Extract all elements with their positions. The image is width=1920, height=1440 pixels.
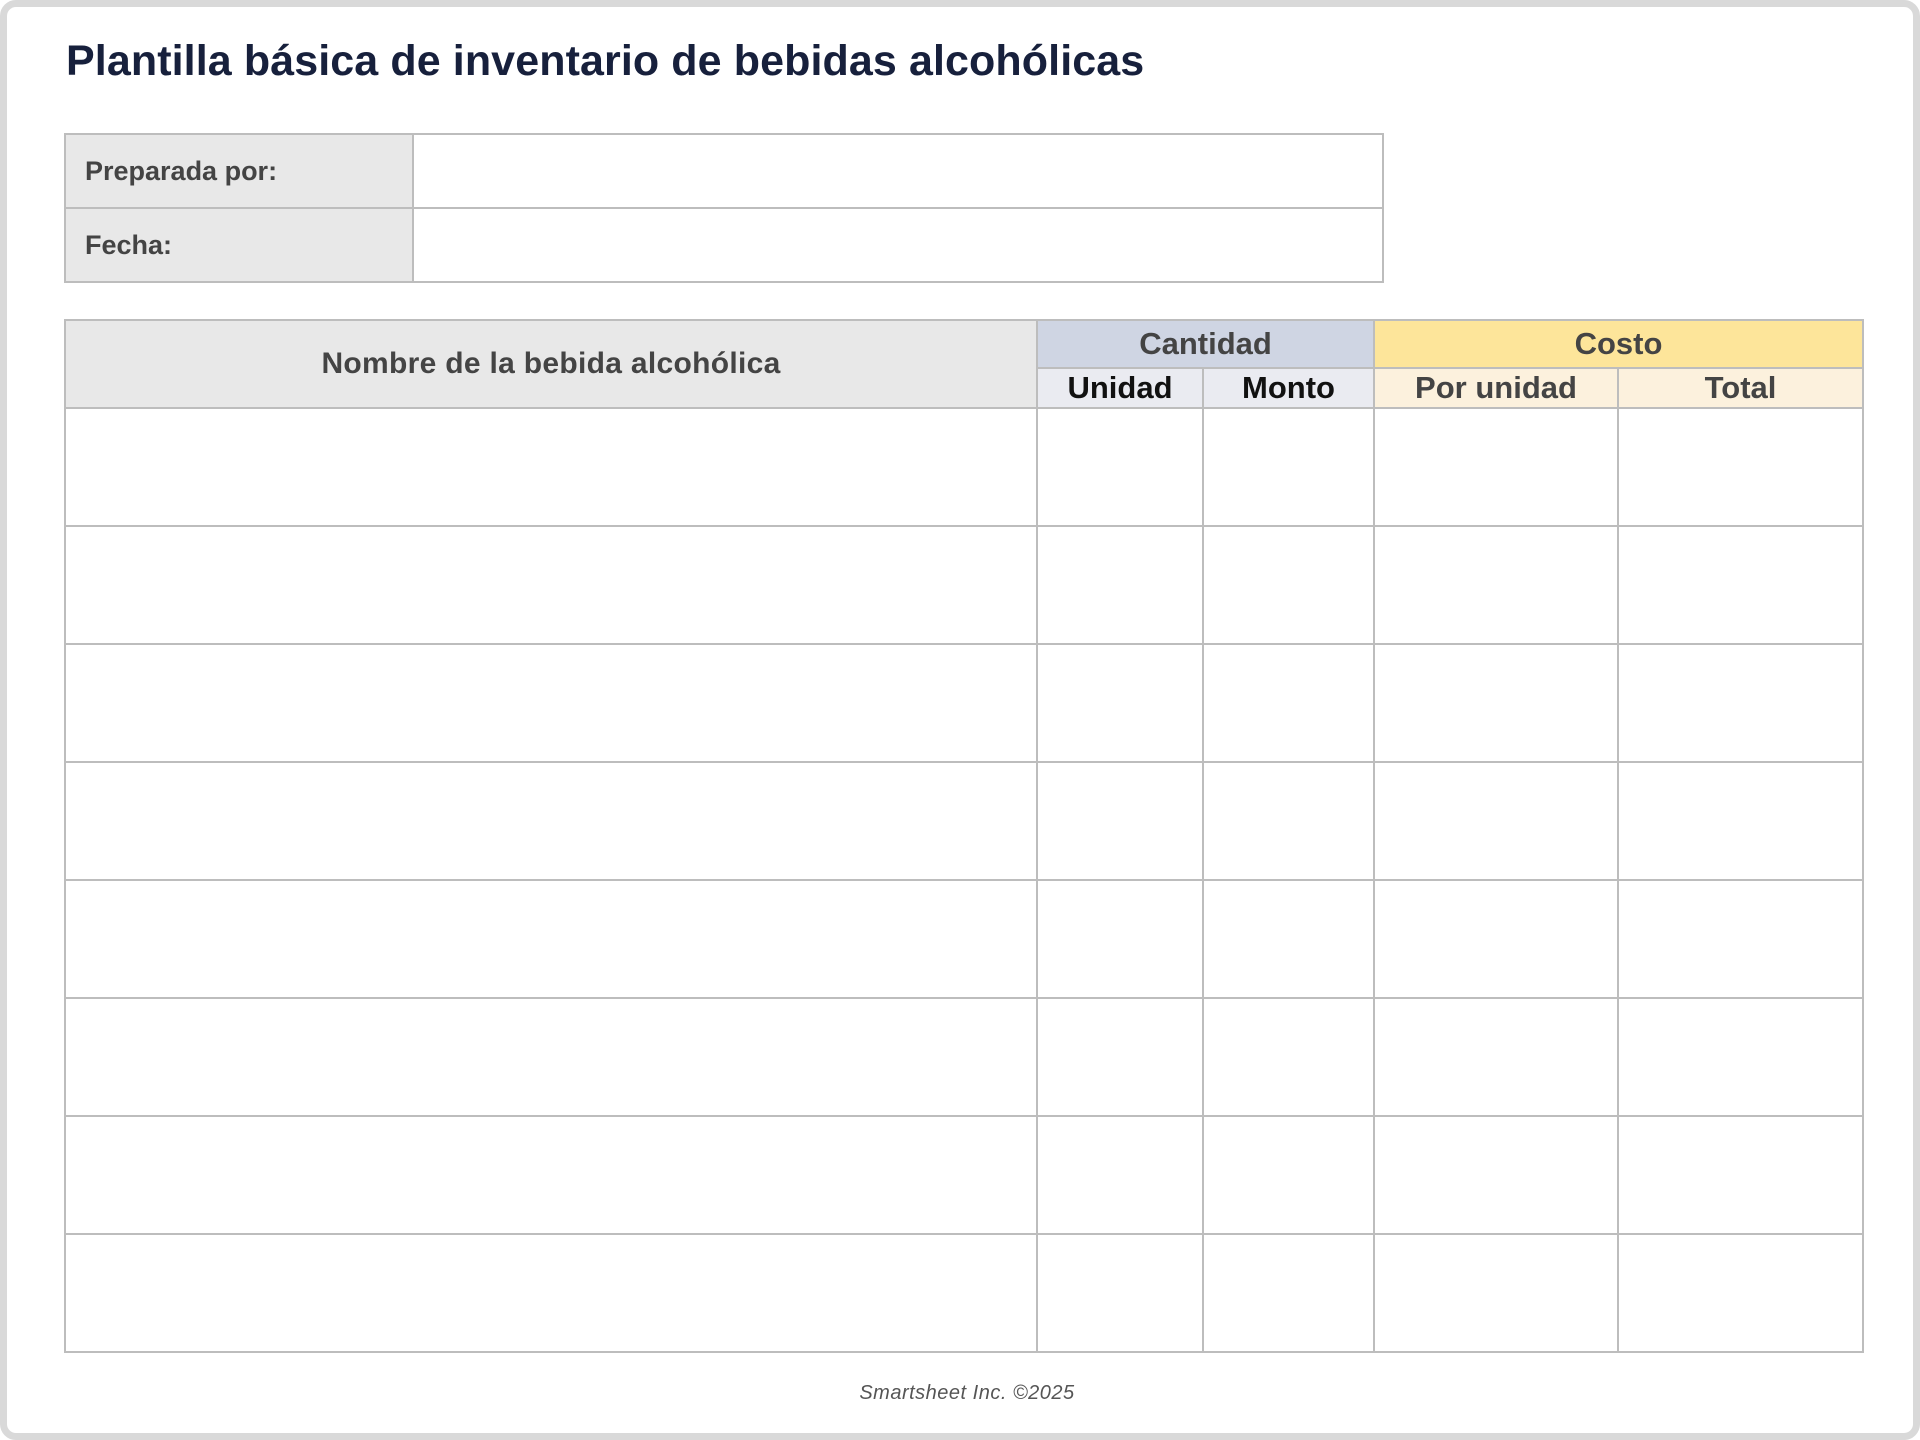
cost-per-unit-cell[interactable] (1374, 880, 1618, 998)
unit-cell[interactable] (1037, 1234, 1203, 1352)
cost-per-unit-cell[interactable] (1374, 762, 1618, 880)
cost-per-unit-cell[interactable] (1374, 526, 1618, 644)
unit-cell[interactable] (1037, 880, 1203, 998)
amount-cell[interactable] (1203, 644, 1374, 762)
unit-cell[interactable] (1037, 998, 1203, 1116)
amount-cell[interactable] (1203, 880, 1374, 998)
unit-cell[interactable] (1037, 762, 1203, 880)
cost-header: Costo (1374, 320, 1863, 368)
cost-total-cell[interactable] (1618, 998, 1863, 1116)
beverage-name-cell[interactable] (65, 1116, 1037, 1234)
unit-header: Unidad (1037, 368, 1203, 408)
cost-total-cell[interactable] (1618, 880, 1863, 998)
prepared-by-field[interactable] (413, 134, 1383, 208)
amount-cell[interactable] (1203, 408, 1374, 526)
beverage-name-cell[interactable] (65, 880, 1037, 998)
beverage-name-cell[interactable] (65, 526, 1037, 644)
amount-cell[interactable] (1203, 998, 1374, 1116)
unit-cell[interactable] (1037, 1116, 1203, 1234)
beverage-name-cell[interactable] (65, 408, 1037, 526)
beverage-name-cell[interactable] (65, 1234, 1037, 1352)
cost-total-cell[interactable] (1618, 1234, 1863, 1352)
cost-total-cell[interactable] (1618, 762, 1863, 880)
cost-total-header: Total (1618, 368, 1863, 408)
meta-row-prepared-by (65, 134, 1383, 208)
date-field[interactable] (413, 208, 1383, 282)
cost-per-unit-cell[interactable] (1374, 408, 1618, 526)
table-row (65, 644, 1863, 762)
quantity-header: Cantidad (1037, 320, 1374, 368)
cost-total-cell[interactable] (1618, 408, 1863, 526)
footer-copyright: Smartsheet Inc. ©2025 (859, 1382, 1075, 1404)
beverage-name-cell[interactable] (65, 644, 1037, 762)
amount-cell[interactable] (1203, 762, 1374, 880)
unit-cell[interactable] (1037, 526, 1203, 644)
cost-total-cell[interactable] (1618, 644, 1863, 762)
beverage-name-cell[interactable] (65, 762, 1037, 880)
cost-per-unit-cell[interactable] (1374, 1116, 1618, 1234)
meta-row-date (65, 208, 1383, 282)
cost-per-unit-header: Por unidad (1374, 368, 1618, 408)
table-row (65, 526, 1863, 644)
table-row (65, 1116, 1863, 1234)
inventory-table (64, 319, 1864, 1353)
beverage-name-header: Nombre de la bebida alcohólica (65, 320, 1037, 408)
amount-cell[interactable] (1203, 526, 1374, 644)
unit-cell[interactable] (1037, 644, 1203, 762)
cost-per-unit-cell[interactable] (1374, 644, 1618, 762)
cost-per-unit-cell[interactable] (1374, 1234, 1618, 1352)
page-title: Plantilla básica de inventario de bebidas alcohólicas (66, 37, 1145, 85)
inventory-body (65, 408, 1863, 1352)
unit-cell[interactable] (1037, 408, 1203, 526)
amount-cell[interactable] (1203, 1234, 1374, 1352)
cost-per-unit-cell[interactable] (1374, 998, 1618, 1116)
meta-table (64, 133, 1384, 283)
cost-total-cell[interactable] (1618, 1116, 1863, 1234)
amount-header: Monto (1203, 368, 1374, 408)
prepared-by-label: Preparada por: (65, 134, 413, 208)
amount-cell[interactable] (1203, 1116, 1374, 1234)
header-row-top (65, 320, 1863, 368)
table-row (65, 408, 1863, 526)
table-row (65, 880, 1863, 998)
table-row (65, 998, 1863, 1116)
table-row (65, 1234, 1863, 1352)
beverage-name-cell[interactable] (65, 998, 1037, 1116)
cost-total-cell[interactable] (1618, 526, 1863, 644)
table-row (65, 762, 1863, 880)
date-label: Fecha: (65, 208, 413, 282)
